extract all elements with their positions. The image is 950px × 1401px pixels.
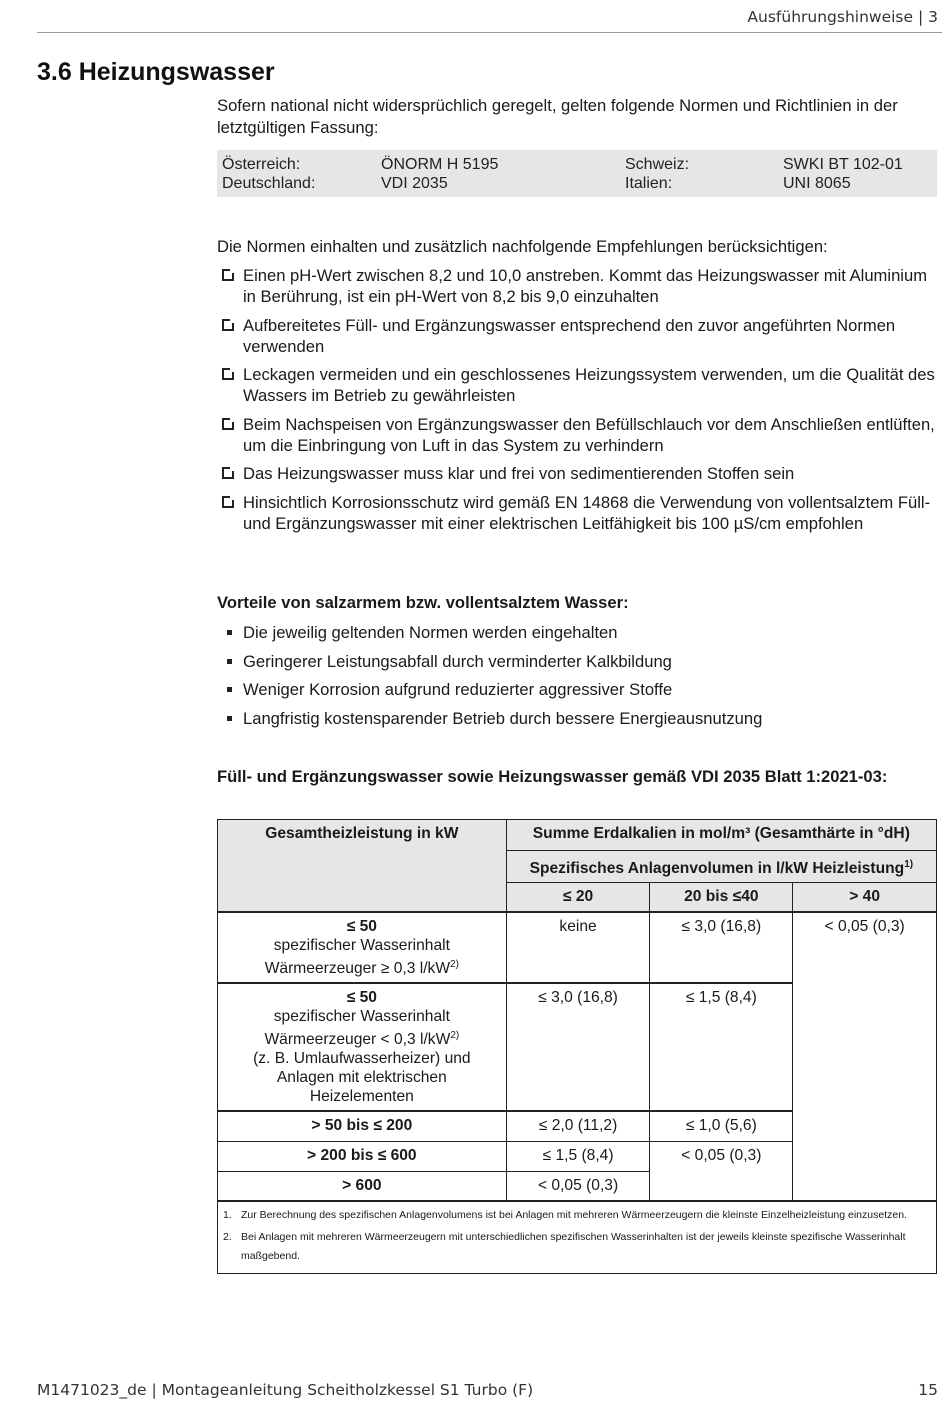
- norm-standard: VDI 2035: [381, 175, 448, 192]
- list-item: Langfristig kostensparender Betrieb durch bessere Energieausnutzung: [217, 708, 942, 729]
- norm-standard: UNI 8065: [783, 175, 851, 192]
- list-item: Weniger Korrosion aufgrund reduzierter aggressiver Stoffe: [217, 679, 942, 700]
- footnote: 2. Bei Anlagen mit mehreren Wärmeerzeugern mit unterschiedlichen spezifischen Wasserinhalten ist der jeweils kleinste spezifische Wasserinhalt maßgebend.: [223, 1231, 906, 1263]
- recommendations-section: [217, 236, 942, 541]
- table-row: [218, 912, 937, 983]
- checkbox-icon: [222, 418, 234, 430]
- list-item: Die jeweilig geltenden Normen werden eingehalten: [217, 622, 942, 643]
- header-rule: [37, 32, 942, 33]
- norm-country: Italien:: [625, 175, 673, 192]
- list-item: Beim Nachspeisen von Ergänzungswasser den Befüllschlauch vor dem Anschließen entlüften, um die Einbringung von Luft in das System zu verhindern: [217, 414, 942, 456]
- table-cell: ≤ 2,0 (11,2): [506, 1111, 650, 1141]
- section-title: 3.6 Heizungswasser: [37, 58, 275, 86]
- bullet-icon: [227, 687, 232, 692]
- intro-paragraph: Sofern national nicht widersprüchlich geregelt, gelten folgende Normen und Richtlinien in der letztgültigen Fassung:: [217, 96, 898, 137]
- norms-box: [217, 150, 937, 197]
- recommendations-list: [217, 265, 942, 534]
- norm-country: Deutschland:: [222, 175, 316, 192]
- table-cell: ≤ 3,0 (16,8): [506, 983, 650, 1111]
- advantages-section: [217, 622, 942, 736]
- list-item: Leckagen vermeiden und ein geschlossenes Heizungssystem verwenden, um die Qualität des Wassers im Betrieb zu gewährleisten: [217, 364, 942, 406]
- table-cell: ≤ 3,0 (16,8): [650, 912, 793, 983]
- bullet-icon: [227, 659, 232, 664]
- list-item: Einen pH-Wert zwischen 8,2 und 10,0 anstreben. Kommt das Heizungswasser mit Aluminium in Berührung, ist ein pH-Wert von 8,2 bis 9,0 einzuhalten: [217, 265, 942, 307]
- table-cell: < 0,05 (0,3): [506, 1171, 650, 1201]
- vdi-table: [217, 819, 937, 1274]
- checkbox-icon: [222, 368, 234, 380]
- norm-country: Österreich:: [222, 156, 301, 173]
- row-label: ≤ 50 spezifischer Wasserinhalt Wärmeerzeuger < 0,3 $l/kW^{2)}$ (z. B. Umlaufwasserheizer) und Anlagen mit elektrischen Heizelementen: [218, 983, 507, 1111]
- list-item: Aufbereitetes Füll- und Ergänzungswasser entsprechend den zuvor angeführten Normen verwenden: [217, 315, 942, 357]
- col-header-power: Gesamtheizleistung in kW: [218, 820, 507, 912]
- norm-country: Schweiz:: [625, 156, 690, 173]
- checkbox-icon: [222, 269, 234, 281]
- norm-standard: ÖNORM H 5195: [381, 156, 499, 173]
- list-item: Geringerer Leistungsabfall durch verminderter Kalkbildung: [217, 651, 942, 672]
- list-item: Hinsichtlich Korrosionsschutz wird gemäß EN 14868 die Verwendung von vollentsalztem Füll- und Ergänzungswasser mit einer elektrischen Leitfähigkeit bis 100 µS/cm empfohlen: [217, 492, 942, 534]
- row-label: > 200 bis ≤ 600: [218, 1141, 507, 1171]
- checkbox-icon: [222, 467, 234, 479]
- col-header-group: Summe Erdalkalien in mol/m³ (Gesamthärte in °dH): [506, 820, 936, 851]
- list-item: Das Heizungswasser muss klar und frei von sedimentierenden Stoffen sein: [217, 463, 942, 484]
- recommendations-heading: Die Normen einhalten und zusätzlich nachfolgende Empfehlungen berücksichtigen:: [217, 237, 828, 256]
- checkbox-icon: [222, 496, 234, 508]
- table-cell: < 0,05 (0,3): [793, 912, 937, 1201]
- col-header-subgroup: Spezifisches Anlagenvolumen in l/kW Heizleistung$^{1)}$: [506, 851, 936, 883]
- running-header: Ausführungshinweise | 3: [747, 8, 938, 26]
- row-label: > 600: [218, 1171, 507, 1201]
- col-header: ≤ 20: [506, 883, 650, 912]
- table-heading: Füll- und Ergänzungswasser sowie Heizungswasser gemäß VDI 2035 Blatt 1:2021-03:: [217, 767, 888, 786]
- footer-doc-title: M1471023_de | Montageanleitung Scheitholzkessel S1 Turbo (F): [37, 1381, 534, 1399]
- checkbox-icon: [222, 319, 234, 331]
- table-cell: < 0,05 (0,3): [650, 1141, 793, 1201]
- row-label: ≤ 50 spezifischer Wasserinhalt Wärmeerzeuger ≥ 0,3 $l/kW^{2)}$: [218, 912, 507, 983]
- table-cell: ≤ 1,0 (5,6): [650, 1111, 793, 1141]
- page-number: 15: [918, 1381, 938, 1399]
- advantages-heading: Vorteile von salzarmem bzw. vollentsalztem Wasser:: [217, 593, 629, 612]
- footnote: 1. Zur Berechnung des spezifischen Anlagenvolumens ist bei Anlagen mit mehreren Wärmeerzeugern die kleinste Einzelheizleistung einzusetzen.: [223, 1209, 907, 1222]
- col-header: > 40: [793, 883, 937, 912]
- bullet-icon: [227, 630, 232, 635]
- advantages-list: [217, 622, 942, 729]
- table-cell: ≤ 1,5 (8,4): [650, 983, 793, 1111]
- bullet-icon: [227, 716, 232, 721]
- col-header: 20 bis ≤40: [650, 883, 793, 912]
- table-cell: keine: [506, 912, 650, 983]
- table-footnotes: [218, 1201, 937, 1274]
- norm-standard: SWKI BT 102-01: [783, 156, 903, 173]
- table-cell: ≤ 1,5 (8,4): [506, 1141, 650, 1171]
- row-label: > 50 bis ≤ 200: [218, 1111, 507, 1141]
